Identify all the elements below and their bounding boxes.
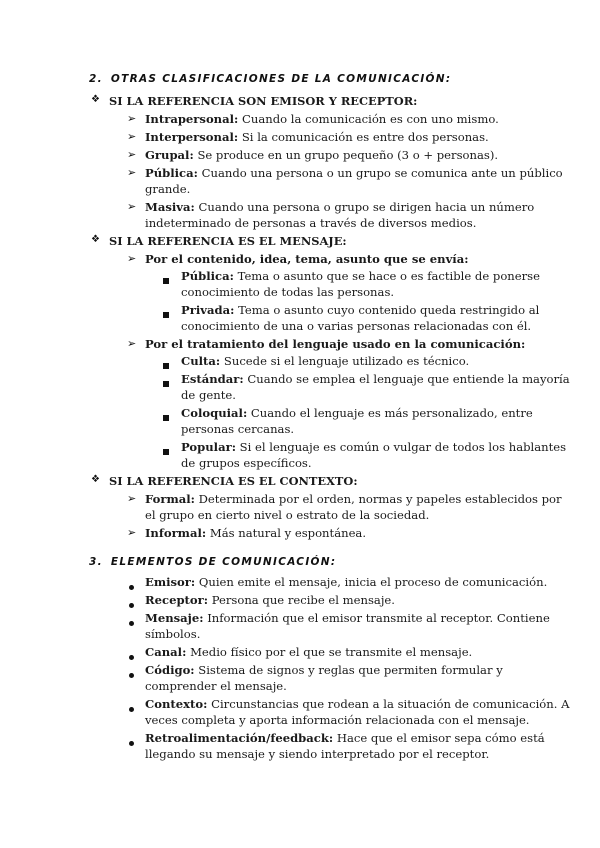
group-heading-mensaje: SI LA REFERENCIA ES EL MENSAJE: (109, 234, 347, 248)
list-item-continuation: conocimiento de todas las personas. (181, 285, 395, 299)
subgroup-heading-contenido: Por el contenido, idea, tema, asunto que se envía: (145, 252, 469, 266)
list-item: Mensaje: Información que el emisor transmite al receptor. Contiene (145, 611, 550, 625)
list-item: Formal: Determinada por el orden, normas y papeles establecidos por (145, 492, 562, 506)
arrow-bullet-icon: ➢ (127, 492, 137, 505)
square-bullet-icon (163, 308, 169, 321)
list-item: Contexto: Circunstancias que rodean a la situación de comunicación. A (145, 697, 570, 711)
arrow-bullet-icon: ➢ (127, 148, 137, 161)
square-bullet-icon (163, 274, 169, 287)
group-heading-contexto: SI LA REFERENCIA ES EL CONTEXTO: (109, 474, 358, 488)
round-bullet-icon (129, 598, 134, 611)
list-item: Grupal: Se produce en un grupo pequeño (3 o + personas). (145, 148, 499, 162)
list-item: Coloquial: Cuando el lenguaje es más personalizado, entre (181, 406, 533, 420)
round-bullet-icon (129, 668, 134, 681)
arrow-bullet-icon: ➢ (127, 112, 137, 125)
list-item-continuation: el grupo en cierto nivel o estrato de la sociedad. (145, 508, 430, 522)
list-item: Masiva: Cuando una persona o grupo se dirigen hacia un número (145, 200, 535, 214)
group-heading-emisor-receptor: SI LA REFERENCIA SON EMISOR Y RECEPTOR: (109, 94, 418, 108)
list-item: Estándar: Cuando se emplea el lenguaje que entiende la mayoría (181, 372, 570, 386)
arrow-bullet-icon: ➢ (127, 166, 137, 179)
list-item: Emisor: Quien emite el mensaje, inicia el proceso de comunicación. (145, 575, 548, 589)
arrow-bullet-icon: ➢ (127, 252, 137, 265)
diamond-bullet-icon: ❖ (91, 474, 100, 485)
square-bullet-icon (163, 445, 169, 458)
round-bullet-icon (129, 616, 134, 629)
diamond-bullet-icon: ❖ (91, 234, 100, 245)
list-item: Canal: Medio físico por el que se transmite el mensaje. (145, 645, 473, 659)
list-item-continuation: símbolos. (145, 627, 201, 641)
arrow-bullet-icon: ➢ (127, 526, 137, 539)
section-2-heading: 2. OTRAS CLASIFICACIONES DE LA COMUNICACIÓN: (89, 73, 452, 85)
list-item: Privada: Tema o asunto cuyo contenido queda restringido al (181, 303, 540, 317)
list-item-continuation: indeterminado de personas a través de diversos medios. (145, 216, 477, 230)
square-bullet-icon (163, 359, 169, 372)
arrow-bullet-icon: ➢ (127, 130, 137, 143)
round-bullet-icon (129, 736, 134, 749)
list-item-continuation: veces completa y aporta información relacionada con el mensaje. (145, 713, 530, 727)
round-bullet-icon (129, 650, 134, 663)
subgroup-heading-tratamiento: Por el tratamiento del lenguaje usado en la comunicación: (145, 337, 526, 351)
list-item: Receptor: Persona que recibe el mensaje. (145, 593, 395, 607)
list-item: Popular: Si el lenguaje es común o vulgar de todos los hablantes (181, 440, 567, 454)
list-item-continuation: llegando su mensaje y siendo interpretado por el receptor. (145, 747, 490, 761)
list-item: Retroalimentación/feedback: Hace que el emisor sepa cómo está (145, 731, 545, 745)
arrow-bullet-icon: ➢ (127, 200, 137, 213)
square-bullet-icon (163, 411, 169, 424)
section-3-heading: 3. ELEMENTOS DE COMUNICACIÓN: (89, 556, 337, 568)
list-item: Informal: Más natural y espontánea. (145, 526, 367, 540)
list-item-continuation: personas cercanas. (181, 422, 295, 436)
round-bullet-icon (129, 702, 134, 715)
list-item: Pública: Tema o asunto que se hace o es factible de ponerse (181, 269, 540, 283)
list-item: Intrapersonal: Cuando la comunicación es con uno mismo. (145, 112, 499, 126)
list-item-continuation: comprender el mensaje. (145, 679, 287, 693)
list-item-continuation: conocimiento de una o varias personas relacionadas con él. (181, 319, 532, 333)
list-item: Pública: Cuando una persona o un grupo se comunica ante un público (145, 166, 563, 180)
list-item: Culta: Sucede si el lenguaje utilizado es técnico. (181, 354, 470, 368)
round-bullet-icon (129, 580, 134, 593)
list-item-continuation: de gente. (181, 388, 236, 402)
list-item: Interpersonal: Si la comunicación es entre dos personas. (145, 130, 489, 144)
square-bullet-icon (163, 377, 169, 390)
diamond-bullet-icon: ❖ (91, 94, 100, 105)
list-item-continuation: de grupos específicos. (181, 456, 312, 470)
list-item: Código: Sistema de signos y reglas que permiten formular y (145, 663, 503, 677)
list-item-continuation: grande. (145, 182, 191, 196)
arrow-bullet-icon: ➢ (127, 337, 137, 350)
